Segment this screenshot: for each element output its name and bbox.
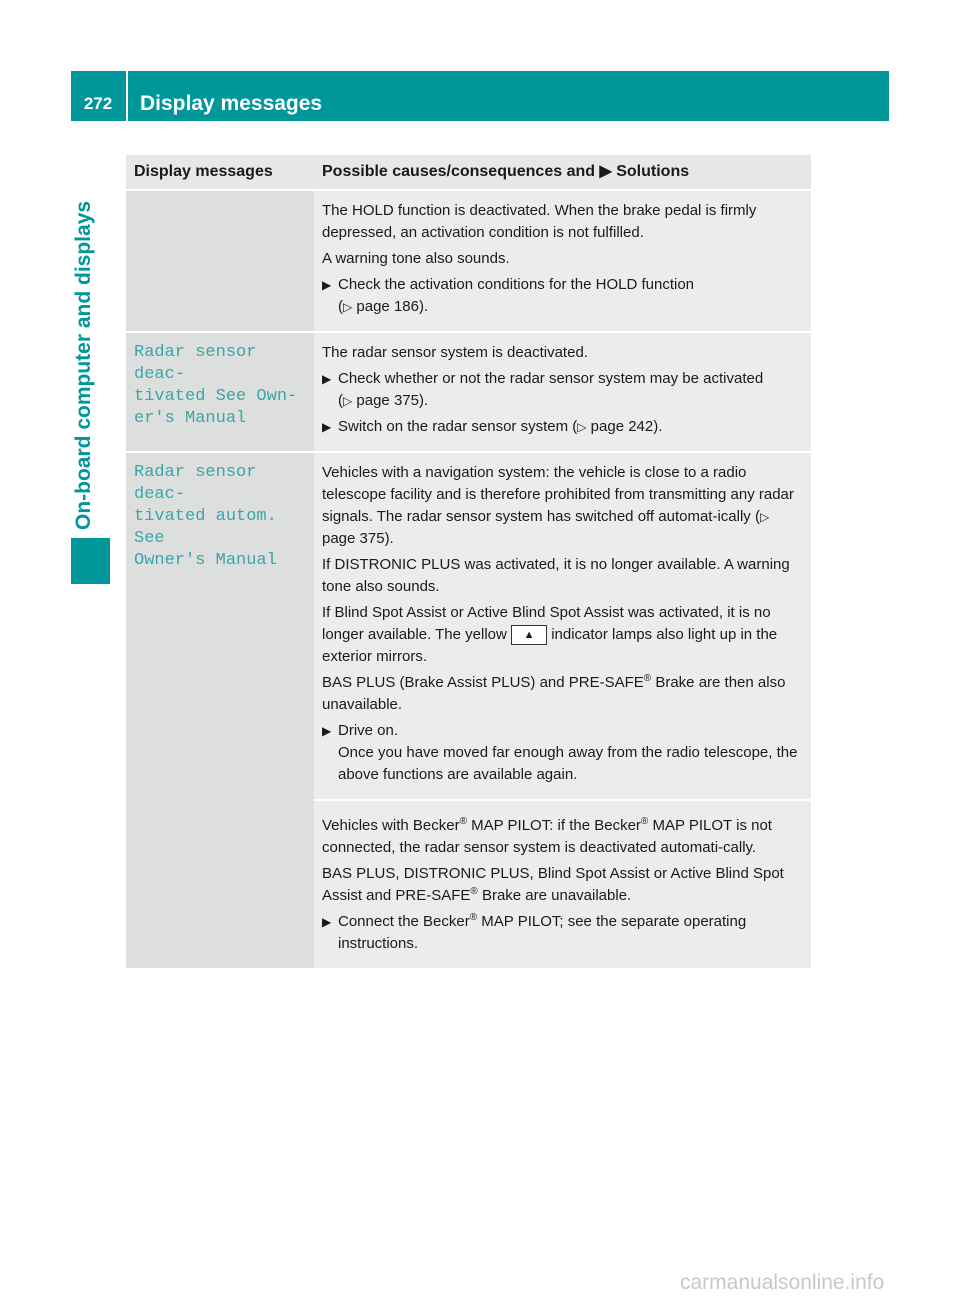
blind-spot-warning-lamp-icon: ▲ bbox=[511, 625, 547, 645]
page-number: 272 bbox=[83, 94, 113, 113]
col-display-messages-header: Display messages bbox=[126, 155, 314, 190]
bullet-continuation: Once you have moved far enough away from the radio telescope, the above functions are available again. bbox=[338, 744, 798, 783]
bullet-arrow-icon: ▶ bbox=[322, 724, 332, 738]
paragraph: If DISTRONIC PLUS was activated, it is no longer available. A warning tone also sounds. bbox=[322, 556, 790, 595]
paragraph: BAS PLUS, DISTRONIC PLUS, Blind Spot Assist or Active Blind Spot Assist and PRE-SAFE® Brake are unavailable. bbox=[322, 865, 784, 904]
causes-cell bbox=[314, 190, 811, 332]
causes-cell bbox=[314, 800, 811, 968]
side-tab-block bbox=[71, 538, 110, 584]
header-divider bbox=[126, 71, 128, 121]
action-bullet bbox=[322, 368, 803, 412]
page-ref: page 242). bbox=[590, 418, 663, 435]
message-cell bbox=[126, 332, 314, 452]
arrow-icon: ▶ bbox=[599, 163, 612, 180]
causes-cell bbox=[314, 452, 811, 800]
page-ref-icon: ▷ bbox=[343, 300, 353, 314]
paragraph: Vehicles with Becker® MAP PILOT: if the Becker® MAP PILOT is not connected, the radar sensor system is deactivated automati-cally. bbox=[322, 816, 772, 856]
page-ref: (▷ page 186). bbox=[338, 298, 429, 315]
bullet-text: Drive on. bbox=[338, 722, 399, 739]
display-message-text: Radar sensor deac- tivated See Own- er's Manual bbox=[134, 343, 298, 428]
bullet-text: Connect the Becker bbox=[338, 913, 470, 930]
action-bullet bbox=[322, 416, 803, 438]
watermark: carmanualsonline.info bbox=[680, 1271, 885, 1294]
table-row bbox=[126, 190, 811, 332]
table-row bbox=[126, 452, 811, 800]
paragraph: If Blind Spot Assist or Active Blind Spot Assist was activated, it is no longer available. The yellow ▲ indicator lamps also light up in the exterior mirrors. bbox=[322, 604, 778, 665]
paragraph: The HOLD function is deactivated. When the brake pedal is firmly depressed, an activation condition is not fulfilled. bbox=[322, 202, 757, 241]
bullet-arrow-icon: ▶ bbox=[322, 372, 332, 386]
col-causes-header bbox=[314, 155, 811, 190]
message-cell bbox=[126, 452, 314, 968]
causes-cell bbox=[314, 332, 811, 452]
action-bullet bbox=[322, 720, 803, 786]
paragraph: A warning tone also sounds. bbox=[322, 250, 510, 267]
bullet-text: Switch on the radar sensor system ( bbox=[338, 418, 578, 435]
page-ref-icon: ▷ bbox=[343, 394, 353, 408]
page-ref: (▷ page 375). bbox=[338, 392, 429, 409]
page-ref-icon: ▷ bbox=[577, 420, 587, 434]
paragraph: Vehicles with a navigation system: the vehicle is close to a radio telescope facility and is therefore prohibited from transmitting any radar signals. The radar sensor system has switched off automat-ically (▷ page 375). bbox=[322, 464, 794, 547]
message-cell bbox=[126, 190, 314, 332]
bullet-text: Check the activation conditions for the HOLD function bbox=[338, 276, 695, 293]
table-header-row bbox=[126, 155, 811, 190]
action-bullet bbox=[322, 274, 803, 318]
page-ref-icon: ▷ bbox=[759, 510, 770, 524]
bullet-arrow-icon: ▶ bbox=[322, 420, 332, 434]
paragraph: The radar sensor system is deactivated. bbox=[322, 344, 588, 361]
action-bullet: ▶ Connect the Becker® MAP PILOT; see the separate operating instructions. bbox=[322, 912, 747, 952]
display-messages-table bbox=[126, 155, 811, 968]
side-tab-label: On-board computer and displays bbox=[72, 200, 95, 530]
bullet-text: Check whether or not the radar sensor system may be activated bbox=[338, 370, 764, 387]
display-message-text: Radar sensor deac- tivated autom. See Owner's Manual bbox=[134, 463, 277, 570]
bullet-arrow-icon: ▶ bbox=[322, 278, 332, 292]
table-row bbox=[126, 332, 811, 452]
page-title: Display messages bbox=[140, 92, 323, 115]
col2-header-pre: Possible causes/consequences and bbox=[322, 163, 596, 180]
paragraph: BAS PLUS (Brake Assist PLUS) and PRE-SAFE® Brake are then also unavailable. bbox=[322, 673, 786, 713]
col2-header-post: Solutions bbox=[616, 163, 690, 180]
bullet-arrow-icon: ▶ bbox=[322, 915, 332, 929]
